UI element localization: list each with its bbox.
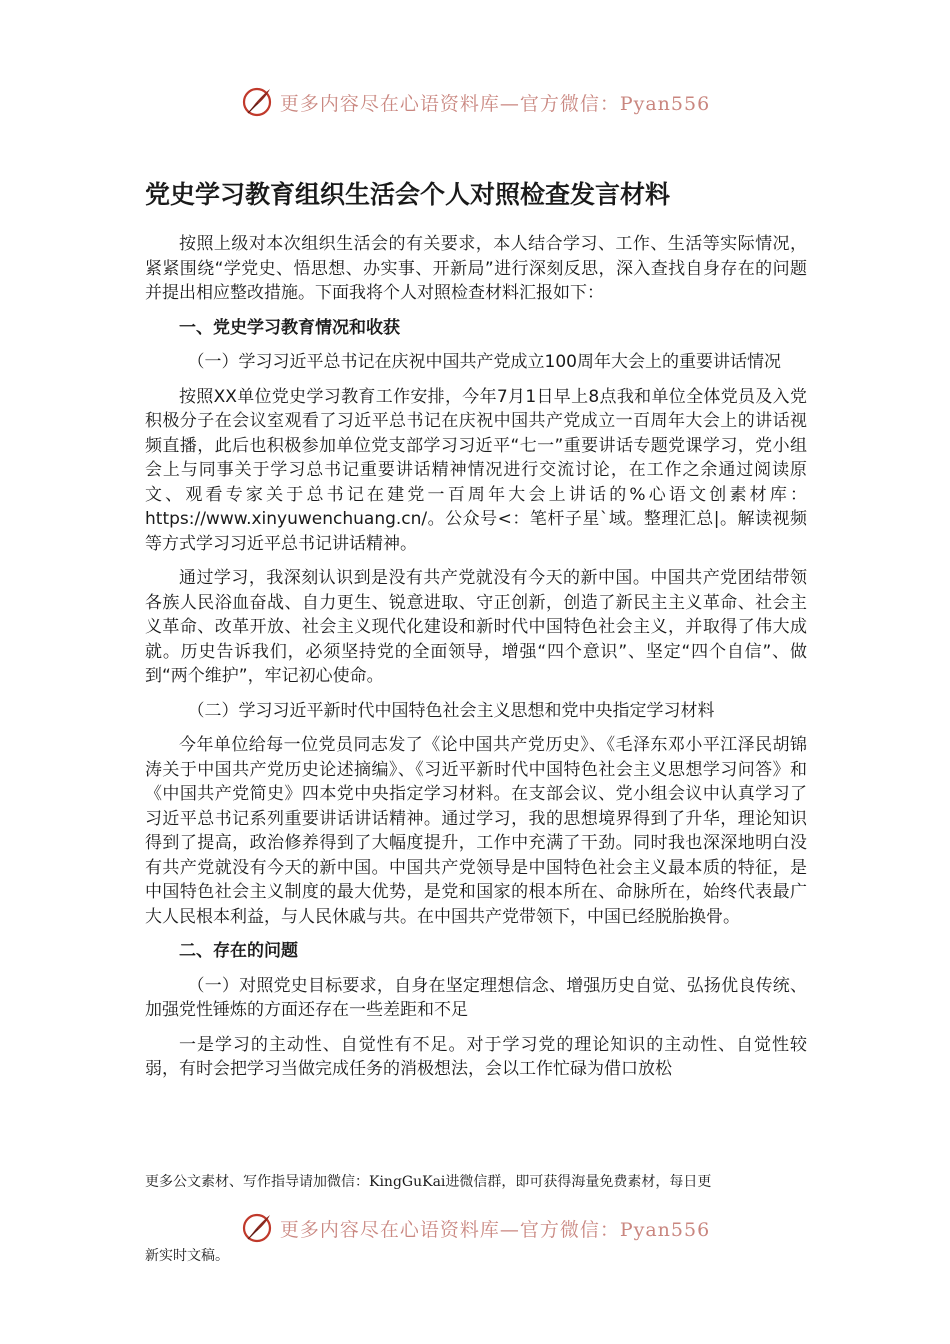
paragraph-materials: 今年单位给每一位党员同志发了《论中国共产党历史》、《毛泽东邓小平江泽民胡锦涛关于中国共产党历史论述摘编》、《习近平新时代中国特色社会主义思想学习问答》和《中国共产党简史》四本党中央指定学习材料。在支部会议、党小组会议中认真学习了习近平总书记系列重要讲话讲话精神。通过学习，我的思想境界得到了升华，理论知识得到了提高，政治修养得到了大幅度提升，工作中充满了干劲。同时我也深深地明白没有共产党就没有今天的新中国。中国共产党领导是中国特色社会主义最本质的特征，是中国特色社会主义制度的最大优势，是党和国家的根本所在、命脉所在，始终代表最广大人民根本利益，与人民休戚与共。在中国共产党带领下，中国已经脱胎换骨。 bbox=[145, 735, 807, 927]
paragraph-problem-1: 一是学习的主动性、自觉性有不足。对于学习党的理论知识的主动性、自觉性较弱，有时会把学习当做完成任务的消极想法，会以工作忙碌为借口放松 bbox=[145, 1034, 807, 1079]
footer-note-line-2: 新实时文稿。 bbox=[145, 1248, 229, 1264]
document-body bbox=[145, 232, 807, 1092]
section-heading-1: 一、党史学习教育情况和收获 bbox=[179, 317, 400, 338]
paragraph-intro: 按照上级对本次组织生活会的有关要求，本人结合学习、工作、生活等实际情况，紧紧围绕“学党史、悟思想、办实事、开新局”进行深刻反思，深入查找自身存在的问题并提出相应整改措施。下面我将个人对照检查材料汇报如下： bbox=[145, 234, 807, 303]
subsection-heading-1-2: （二）学习习近平新时代中国特色社会主义思想和党中央指定学习材料 bbox=[187, 700, 715, 721]
quill-feather-icon bbox=[240, 1211, 274, 1245]
watermark-banner-top bbox=[0, 82, 950, 122]
document-title: 党史学习教育组织生活会个人对照检查发言材料 bbox=[145, 180, 671, 209]
watermark-text: 更多内容尽在心语资料库—官方微信：Pyan556 bbox=[279, 92, 711, 115]
paragraph-study-insights: 通过学习，我深刻认识到是没有共产党就没有今天的新中国。中国共产党团结带领各族人民浴血奋战、自力更生、锐意进取、守正创新，创造了新民主主义革命、社会主义革命、改革开放、社会主义现代化建设和新时代中国特色社会主义，并取得了伟大成就。历史告诉我们，必须坚持党的全面领导，增强“四个意识”、坚定“四个自信”、做到“两个维护”，牢记初心使命。 bbox=[145, 568, 807, 686]
paragraph-study-activities: 按照XX单位党史学习教育工作安排，今年7月1日早上8点我和单位全体党员及入党积极分子在会议室观看了习近平总书记在庆祝中国共产党成立一百周年大会上的讲话视频直播，此后也积极参加单位党支部学习习近平“七一”重要讲话专题党课学习，党小组会上与同事关于学习总书记重要讲话精神情况进行交流讨论，在工作之余通过阅读原文、观看专家关于总书记在建党一百周年大会上讲话的%心语文创素材库：https://www.xinyuwenchuang.cn/。公众号<：笔杆子星`域。整理汇总|。解读视频等方式学习习近平总书记讲话精神。 bbox=[145, 386, 807, 554]
watermark-text: 更多内容尽在心语资料库—官方微信：Pyan556 bbox=[279, 1218, 711, 1241]
watermark-banner-bottom bbox=[0, 1208, 950, 1248]
section-heading-2: 二、存在的问题 bbox=[179, 941, 298, 961]
subsection-heading-1-1: （一）学习习近平总书记在庆祝中国共产党成立100周年大会上的重要讲话情况 bbox=[187, 352, 781, 372]
subsection-heading-2-1: （一）对照党史目标要求，自身在坚定理想信念、增强历史自觉、弘扬优良传统、加强党性锤炼的方面还存在一些差距和不足 bbox=[145, 975, 807, 1020]
quill-feather-icon bbox=[240, 85, 274, 119]
footer-note-line-1: 更多公文素材、写作指导请加微信：KingGuKai进微信群，即可获得海量免费素材，每日更 bbox=[145, 1174, 712, 1190]
